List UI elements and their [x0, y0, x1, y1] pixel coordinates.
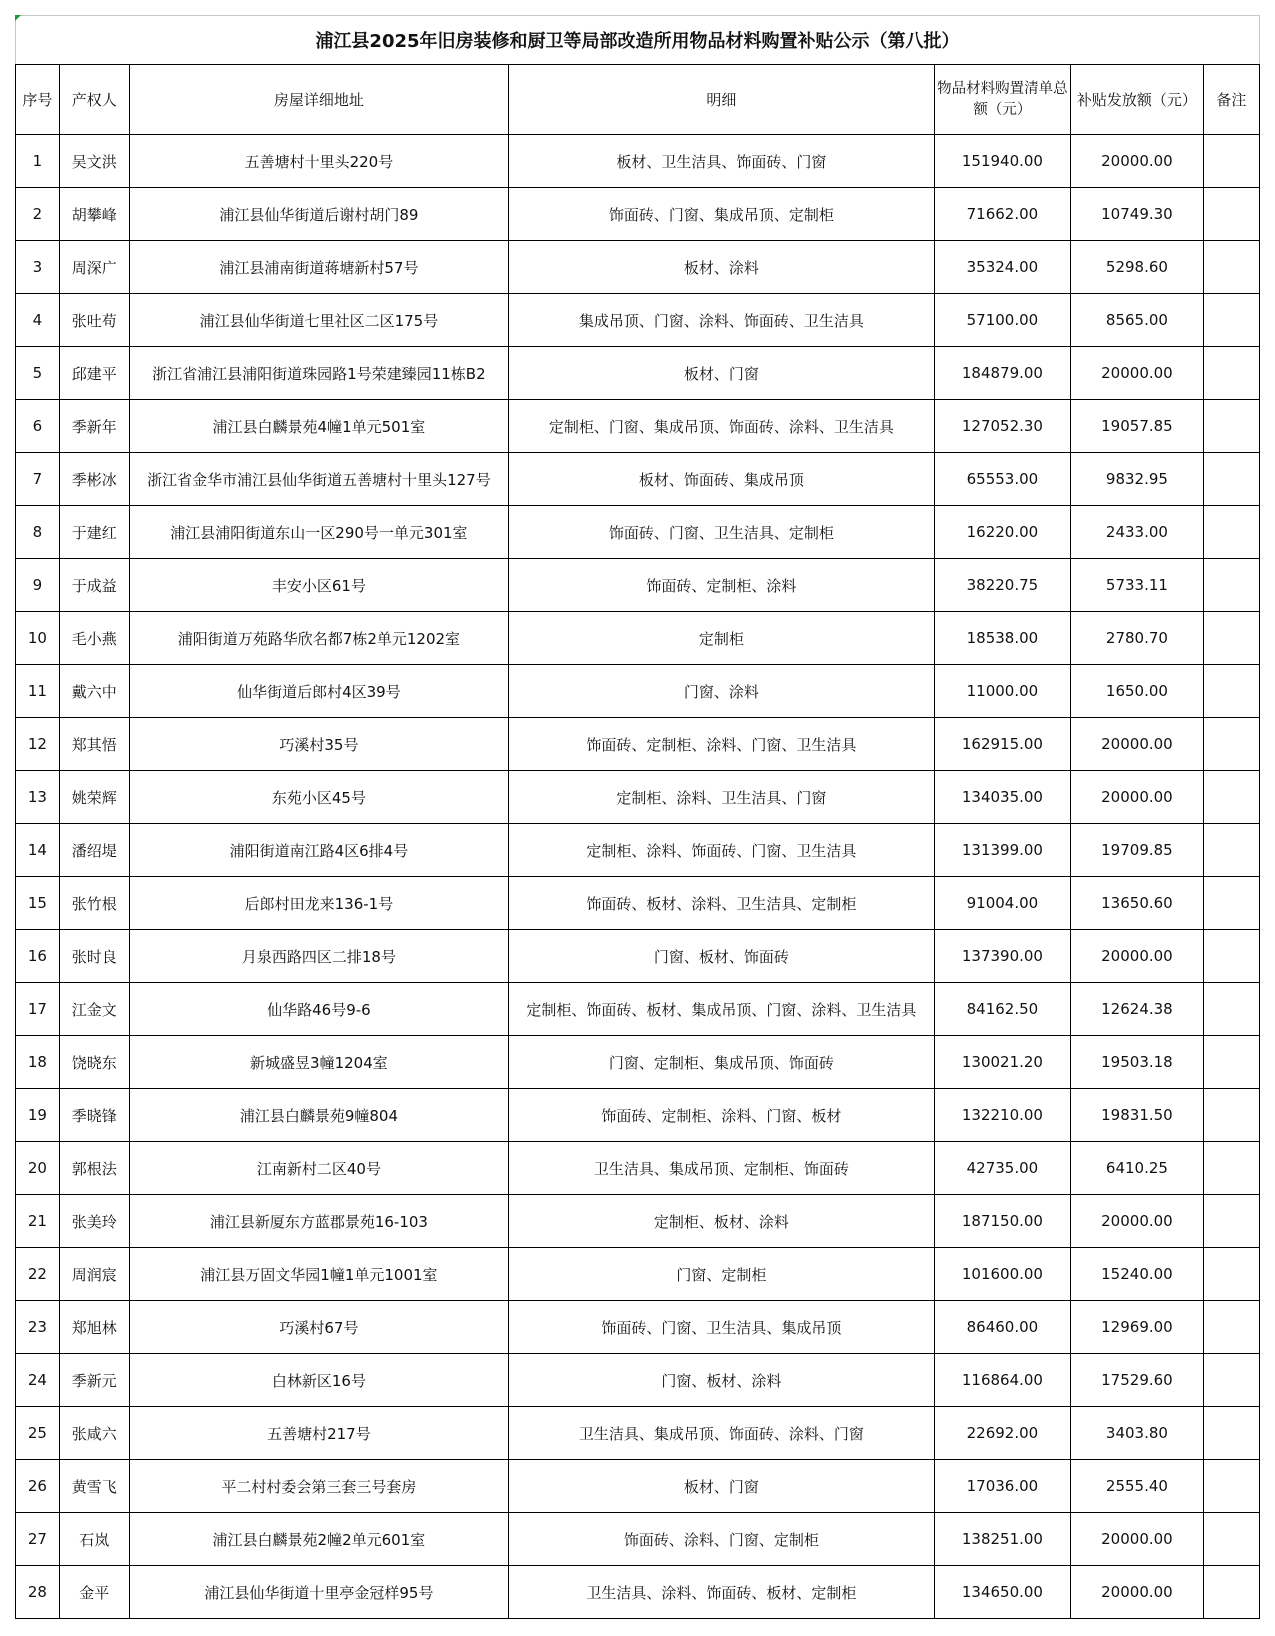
cell-owner[interactable]: 石岚 [59, 1513, 129, 1566]
cell-index[interactable]: 24 [16, 1354, 60, 1407]
cell-corner-marker-icon [15, 15, 21, 21]
cell-owner[interactable]: 胡攀峰 [59, 188, 129, 241]
cell-subsidy[interactable]: 2555.40 [1071, 1460, 1203, 1513]
table-row [16, 135, 1260, 188]
cell-owner[interactable]: 郑其悟 [59, 718, 129, 771]
cell-materials-total[interactable]: 101600.00 [934, 1248, 1071, 1301]
cell-subsidy[interactable]: 1650.00 [1071, 665, 1203, 718]
cell-subsidy[interactable]: 20000.00 [1071, 930, 1203, 983]
cell-subsidy[interactable]: 20000.00 [1071, 1195, 1203, 1248]
cell-details[interactable]: 卫生洁具、涂料、饰面砖、板材、定制柜 [509, 1566, 934, 1619]
cell-owner[interactable]: 周润宸 [59, 1248, 129, 1301]
cell-materials-total[interactable]: 22692.00 [934, 1407, 1071, 1460]
cell-subsidy[interactable]: 13650.60 [1071, 877, 1203, 930]
cell-owner[interactable]: 于成益 [59, 559, 129, 612]
cell-remarks[interactable] [1203, 506, 1259, 559]
cell-subsidy[interactable]: 2433.00 [1071, 506, 1203, 559]
table-row [16, 1301, 1260, 1354]
cell-index[interactable]: 26 [16, 1460, 60, 1513]
cell-address[interactable]: 后郎村田龙来136-1号 [129, 877, 509, 930]
cell-subsidy[interactable]: 6410.25 [1071, 1142, 1203, 1195]
cell-address[interactable]: 五善塘村217号 [129, 1407, 509, 1460]
cell-details[interactable]: 饰面砖、定制柜、涂料 [509, 559, 934, 612]
cell-remarks[interactable] [1203, 1407, 1259, 1460]
cell-details[interactable]: 定制柜、门窗、集成吊顶、饰面砖、涂料、卫生洁具 [509, 400, 934, 453]
cell-materials-total[interactable]: 35324.00 [934, 241, 1071, 294]
cell-remarks[interactable] [1203, 1142, 1259, 1195]
cell-owner[interactable]: 饶晓东 [59, 1036, 129, 1089]
cell-owner[interactable]: 季新年 [59, 400, 129, 453]
cell-owner[interactable]: 季晓锋 [59, 1089, 129, 1142]
cell-index[interactable]: 10 [16, 612, 60, 665]
cell-remarks[interactable] [1203, 1460, 1259, 1513]
cell-remarks[interactable] [1203, 1195, 1259, 1248]
cell-address[interactable]: 新城盛昱3幢1204室 [129, 1036, 509, 1089]
cell-index[interactable]: 9 [16, 559, 60, 612]
cell-index[interactable]: 21 [16, 1195, 60, 1248]
table-row [16, 824, 1260, 877]
cell-remarks[interactable] [1203, 1248, 1259, 1301]
cell-materials-total[interactable]: 187150.00 [934, 1195, 1071, 1248]
table-row [16, 347, 1260, 400]
cell-subsidy[interactable]: 20000.00 [1071, 347, 1203, 400]
cell-materials-total[interactable]: 16220.00 [934, 506, 1071, 559]
cell-address[interactable]: 浙江省金华市浦江县仙华街道五善塘村十里头127号 [129, 453, 509, 506]
cell-owner[interactable]: 毛小燕 [59, 612, 129, 665]
cell-index[interactable]: 2 [16, 188, 60, 241]
table-row [16, 1248, 1260, 1301]
cell-index[interactable]: 7 [16, 453, 60, 506]
cell-address[interactable]: 巧溪村67号 [129, 1301, 509, 1354]
cell-owner[interactable]: 姚荣辉 [59, 771, 129, 824]
cell-materials-total[interactable]: 151940.00 [934, 135, 1071, 188]
cell-address[interactable]: 仙华街道后郎村4区39号 [129, 665, 509, 718]
cell-subsidy[interactable]: 19057.85 [1071, 400, 1203, 453]
cell-subsidy[interactable]: 5298.60 [1071, 241, 1203, 294]
cell-remarks[interactable] [1203, 1089, 1259, 1142]
cell-address[interactable]: 浦阳街道南江路4区6排4号 [129, 824, 509, 877]
cell-remarks[interactable] [1203, 824, 1259, 877]
cell-index[interactable]: 22 [16, 1248, 60, 1301]
cell-address[interactable]: 浦江县白麟景苑9幢804 [129, 1089, 509, 1142]
cell-details[interactable]: 板材、饰面砖、集成吊顶 [509, 453, 934, 506]
header-details[interactable]: 明细 [509, 65, 934, 135]
cell-address[interactable]: 浦江县仙华街道七里社区二区175号 [129, 294, 509, 347]
cell-materials-total[interactable]: 130021.20 [934, 1036, 1071, 1089]
cell-index[interactable]: 16 [16, 930, 60, 983]
table-row [16, 559, 1260, 612]
cell-materials-total[interactable]: 131399.00 [934, 824, 1071, 877]
cell-address[interactable]: 江南新村二区40号 [129, 1142, 509, 1195]
cell-subsidy[interactable]: 17529.60 [1071, 1354, 1203, 1407]
cell-index[interactable]: 27 [16, 1513, 60, 1566]
cell-details[interactable]: 饰面砖、板材、涂料、卫生洁具、定制柜 [509, 877, 934, 930]
cell-materials-total[interactable]: 91004.00 [934, 877, 1071, 930]
cell-details[interactable]: 定制柜、饰面砖、板材、集成吊顶、门窗、涂料、卫生洁具 [509, 983, 934, 1036]
cell-subsidy[interactable]: 5733.11 [1071, 559, 1203, 612]
cell-index[interactable]: 11 [16, 665, 60, 718]
cell-owner[interactable]: 张竹根 [59, 877, 129, 930]
cell-subsidy[interactable]: 20000.00 [1071, 718, 1203, 771]
subsidy-table [15, 64, 1260, 1619]
cell-owner[interactable]: 吴文洪 [59, 135, 129, 188]
cell-index[interactable]: 19 [16, 1089, 60, 1142]
cell-address[interactable]: 平二村村委会第三套三号套房 [129, 1460, 509, 1513]
cell-remarks[interactable] [1203, 347, 1259, 400]
cell-index[interactable]: 8 [16, 506, 60, 559]
cell-materials-total[interactable]: 11000.00 [934, 665, 1071, 718]
cell-index[interactable]: 14 [16, 824, 60, 877]
cell-address[interactable]: 浦江县万固文华园1幢1单元1001室 [129, 1248, 509, 1301]
cell-details[interactable]: 板材、卫生洁具、饰面砖、门窗 [509, 135, 934, 188]
cell-address[interactable]: 东苑小区45号 [129, 771, 509, 824]
cell-subsidy[interactable]: 15240.00 [1071, 1248, 1203, 1301]
cell-owner[interactable]: 郭根法 [59, 1142, 129, 1195]
cell-subsidy[interactable]: 19831.50 [1071, 1089, 1203, 1142]
cell-address[interactable]: 浦江县仙华街道十里亭金冠样95号 [129, 1566, 509, 1619]
cell-materials-total[interactable]: 184879.00 [934, 347, 1071, 400]
cell-owner[interactable]: 季彬冰 [59, 453, 129, 506]
cell-remarks[interactable] [1203, 930, 1259, 983]
cell-owner[interactable]: 黄雪飞 [59, 1460, 129, 1513]
cell-remarks[interactable] [1203, 877, 1259, 930]
cell-materials-total[interactable]: 86460.00 [934, 1301, 1071, 1354]
cell-subsidy[interactable]: 10749.30 [1071, 188, 1203, 241]
cell-details[interactable]: 卫生洁具、集成吊顶、饰面砖、涂料、门窗 [509, 1407, 934, 1460]
cell-materials-total[interactable]: 162915.00 [934, 718, 1071, 771]
cell-remarks[interactable] [1203, 294, 1259, 347]
table-row [16, 1460, 1260, 1513]
table-row [16, 453, 1260, 506]
cell-subsidy[interactable]: 20000.00 [1071, 135, 1203, 188]
cell-remarks[interactable] [1203, 1354, 1259, 1407]
cell-remarks[interactable] [1203, 188, 1259, 241]
cell-index[interactable]: 23 [16, 1301, 60, 1354]
cell-details[interactable]: 定制柜、涂料、饰面砖、门窗、卫生洁具 [509, 824, 934, 877]
cell-owner[interactable]: 张美玲 [59, 1195, 129, 1248]
cell-remarks[interactable] [1203, 135, 1259, 188]
spreadsheet [15, 15, 1260, 1619]
cell-materials-total[interactable]: 57100.00 [934, 294, 1071, 347]
cell-index[interactable]: 25 [16, 1407, 60, 1460]
cell-details[interactable]: 定制柜、板材、涂料 [509, 1195, 934, 1248]
cell-owner[interactable]: 潘绍堤 [59, 824, 129, 877]
header-owner[interactable]: 产权人 [59, 65, 129, 135]
cell-details[interactable]: 门窗、涂料 [509, 665, 934, 718]
table-body [16, 135, 1260, 1619]
table-row [16, 718, 1260, 771]
table-row [16, 1566, 1260, 1619]
cell-owner[interactable]: 季新元 [59, 1354, 129, 1407]
cell-details[interactable]: 门窗、板材、涂料 [509, 1354, 934, 1407]
cell-materials-total[interactable]: 84162.50 [934, 983, 1071, 1036]
cell-materials-total[interactable]: 116864.00 [934, 1354, 1071, 1407]
cell-details[interactable]: 卫生洁具、集成吊顶、定制柜、饰面砖 [509, 1142, 934, 1195]
cell-materials-total[interactable]: 38220.75 [934, 559, 1071, 612]
title-cell[interactable] [15, 15, 1260, 64]
cell-remarks[interactable] [1203, 1566, 1259, 1619]
cell-address[interactable]: 丰安小区61号 [129, 559, 509, 612]
cell-index[interactable]: 1 [16, 135, 60, 188]
cell-owner[interactable]: 邱建平 [59, 347, 129, 400]
cell-subsidy[interactable]: 8565.00 [1071, 294, 1203, 347]
cell-materials-total[interactable]: 127052.30 [934, 400, 1071, 453]
cell-remarks[interactable] [1203, 559, 1259, 612]
cell-index[interactable]: 20 [16, 1142, 60, 1195]
cell-remarks[interactable] [1203, 983, 1259, 1036]
cell-details[interactable]: 饰面砖、门窗、卫生洁具、集成吊顶 [509, 1301, 934, 1354]
table-row [16, 665, 1260, 718]
cell-remarks[interactable] [1203, 612, 1259, 665]
cell-index[interactable]: 15 [16, 877, 60, 930]
cell-materials-total[interactable]: 18538.00 [934, 612, 1071, 665]
cell-index[interactable]: 13 [16, 771, 60, 824]
cell-index[interactable]: 6 [16, 400, 60, 453]
table-row [16, 1142, 1260, 1195]
cell-materials-total[interactable]: 134035.00 [934, 771, 1071, 824]
cell-subsidy[interactable]: 3403.80 [1071, 1407, 1203, 1460]
cell-details[interactable]: 门窗、板材、饰面砖 [509, 930, 934, 983]
cell-index[interactable]: 3 [16, 241, 60, 294]
cell-address[interactable]: 白林新区16号 [129, 1354, 509, 1407]
cell-subsidy[interactable]: 20000.00 [1071, 1513, 1203, 1566]
cell-details[interactable]: 门窗、定制柜、集成吊顶、饰面砖 [509, 1036, 934, 1089]
cell-materials-total[interactable]: 137390.00 [934, 930, 1071, 983]
cell-details[interactable]: 饰面砖、定制柜、涂料、门窗、卫生洁具 [509, 718, 934, 771]
cell-materials-total[interactable]: 134650.00 [934, 1566, 1071, 1619]
cell-details[interactable]: 饰面砖、门窗、卫生洁具、定制柜 [509, 506, 934, 559]
header-row [16, 65, 1260, 135]
cell-address[interactable]: 浙江省浦江县浦阳街道珠园路1号荣建臻园11栋B2 [129, 347, 509, 400]
cell-index[interactable]: 18 [16, 1036, 60, 1089]
cell-index[interactable]: 4 [16, 294, 60, 347]
table-row [16, 1407, 1260, 1460]
cell-subsidy[interactable]: 19709.85 [1071, 824, 1203, 877]
cell-owner[interactable]: 张咸六 [59, 1407, 129, 1460]
cell-subsidy[interactable]: 19503.18 [1071, 1036, 1203, 1089]
table-row [16, 877, 1260, 930]
page-title: 浦江县2025年旧房装修和厨卫等局部改造所用物品材料购置补贴公示（第八批） [315, 31, 960, 52]
header-index[interactable]: 序号 [16, 65, 60, 135]
cell-remarks[interactable] [1203, 1301, 1259, 1354]
cell-remarks[interactable] [1203, 453, 1259, 506]
table-row [16, 294, 1260, 347]
cell-address[interactable]: 仙华路46号9-6 [129, 983, 509, 1036]
table-row [16, 241, 1260, 294]
cell-details[interactable]: 板材、门窗 [509, 1460, 934, 1513]
cell-remarks[interactable] [1203, 1036, 1259, 1089]
cell-subsidy[interactable]: 20000.00 [1071, 771, 1203, 824]
cell-address[interactable]: 浦江县白麟景苑2幢2单元601室 [129, 1513, 509, 1566]
cell-details[interactable]: 饰面砖、定制柜、涂料、门窗、板材 [509, 1089, 934, 1142]
table-row [16, 983, 1260, 1036]
cell-owner[interactable]: 江金文 [59, 983, 129, 1036]
cell-index[interactable]: 17 [16, 983, 60, 1036]
cell-index[interactable]: 12 [16, 718, 60, 771]
table-row [16, 1195, 1260, 1248]
table-row [16, 188, 1260, 241]
cell-remarks[interactable] [1203, 718, 1259, 771]
table-row [16, 771, 1260, 824]
header-subsidy[interactable]: 补贴发放额（元） [1071, 65, 1203, 135]
cell-address[interactable]: 浦江县仙华街道后谢村胡门89 [129, 188, 509, 241]
cell-details[interactable]: 门窗、定制柜 [509, 1248, 934, 1301]
cell-subsidy[interactable]: 20000.00 [1071, 1566, 1203, 1619]
cell-owner[interactable]: 于建红 [59, 506, 129, 559]
cell-address[interactable]: 浦江县新厦东方蓝郡景苑16-103 [129, 1195, 509, 1248]
cell-remarks[interactable] [1203, 241, 1259, 294]
cell-remarks[interactable] [1203, 1513, 1259, 1566]
header-materials-total[interactable]: 物品材料购置清单总额（元） [934, 65, 1071, 135]
table-row [16, 506, 1260, 559]
cell-subsidy[interactable]: 2780.70 [1071, 612, 1203, 665]
cell-details[interactable]: 定制柜、涂料、卫生洁具、门窗 [509, 771, 934, 824]
table-row [16, 1513, 1260, 1566]
table-row [16, 930, 1260, 983]
cell-materials-total[interactable]: 65553.00 [934, 453, 1071, 506]
cell-subsidy[interactable]: 9832.95 [1071, 453, 1203, 506]
cell-subsidy[interactable]: 12969.00 [1071, 1301, 1203, 1354]
cell-materials-total[interactable]: 132210.00 [934, 1089, 1071, 1142]
cell-owner[interactable]: 郑旭林 [59, 1301, 129, 1354]
table-row [16, 400, 1260, 453]
cell-subsidy[interactable]: 12624.38 [1071, 983, 1203, 1036]
cell-remarks[interactable] [1203, 400, 1259, 453]
cell-owner[interactable]: 金平 [59, 1566, 129, 1619]
cell-owner[interactable]: 张时良 [59, 930, 129, 983]
table-row [16, 1354, 1260, 1407]
table-row [16, 1089, 1260, 1142]
cell-address[interactable]: 浦阳街道万苑路华欣名都7栋2单元1202室 [129, 612, 509, 665]
cell-owner[interactable]: 张吐苟 [59, 294, 129, 347]
cell-details[interactable]: 板材、涂料 [509, 241, 934, 294]
cell-address[interactable]: 月泉西路四区二排18号 [129, 930, 509, 983]
cell-details[interactable]: 定制柜 [509, 612, 934, 665]
cell-remarks[interactable] [1203, 771, 1259, 824]
cell-owner[interactable]: 戴六中 [59, 665, 129, 718]
cell-details[interactable]: 饰面砖、涂料、门窗、定制柜 [509, 1513, 934, 1566]
cell-address[interactable]: 五善塘村十里头220号 [129, 135, 509, 188]
cell-index[interactable]: 5 [16, 347, 60, 400]
cell-address[interactable]: 浦江县浦阳街道东山一区290号一单元301室 [129, 506, 509, 559]
table-row [16, 1036, 1260, 1089]
header-address[interactable]: 房屋详细地址 [129, 65, 509, 135]
cell-materials-total[interactable]: 71662.00 [934, 188, 1071, 241]
cell-remarks[interactable] [1203, 665, 1259, 718]
cell-materials-total[interactable]: 42735.00 [934, 1142, 1071, 1195]
cell-address[interactable]: 浦江县浦南街道蒋塘新村57号 [129, 241, 509, 294]
cell-address[interactable]: 浦江县白麟景苑4幢1单元501室 [129, 400, 509, 453]
cell-materials-total[interactable]: 138251.00 [934, 1513, 1071, 1566]
cell-details[interactable]: 饰面砖、门窗、集成吊顶、定制柜 [509, 188, 934, 241]
cell-details[interactable]: 板材、门窗 [509, 347, 934, 400]
cell-details[interactable]: 集成吊顶、门窗、涂料、饰面砖、卫生洁具 [509, 294, 934, 347]
table-row [16, 612, 1260, 665]
cell-materials-total[interactable]: 17036.00 [934, 1460, 1071, 1513]
cell-address[interactable]: 巧溪村35号 [129, 718, 509, 771]
cell-index[interactable]: 28 [16, 1566, 60, 1619]
header-remarks[interactable]: 备注 [1203, 65, 1259, 135]
cell-owner[interactable]: 周深广 [59, 241, 129, 294]
